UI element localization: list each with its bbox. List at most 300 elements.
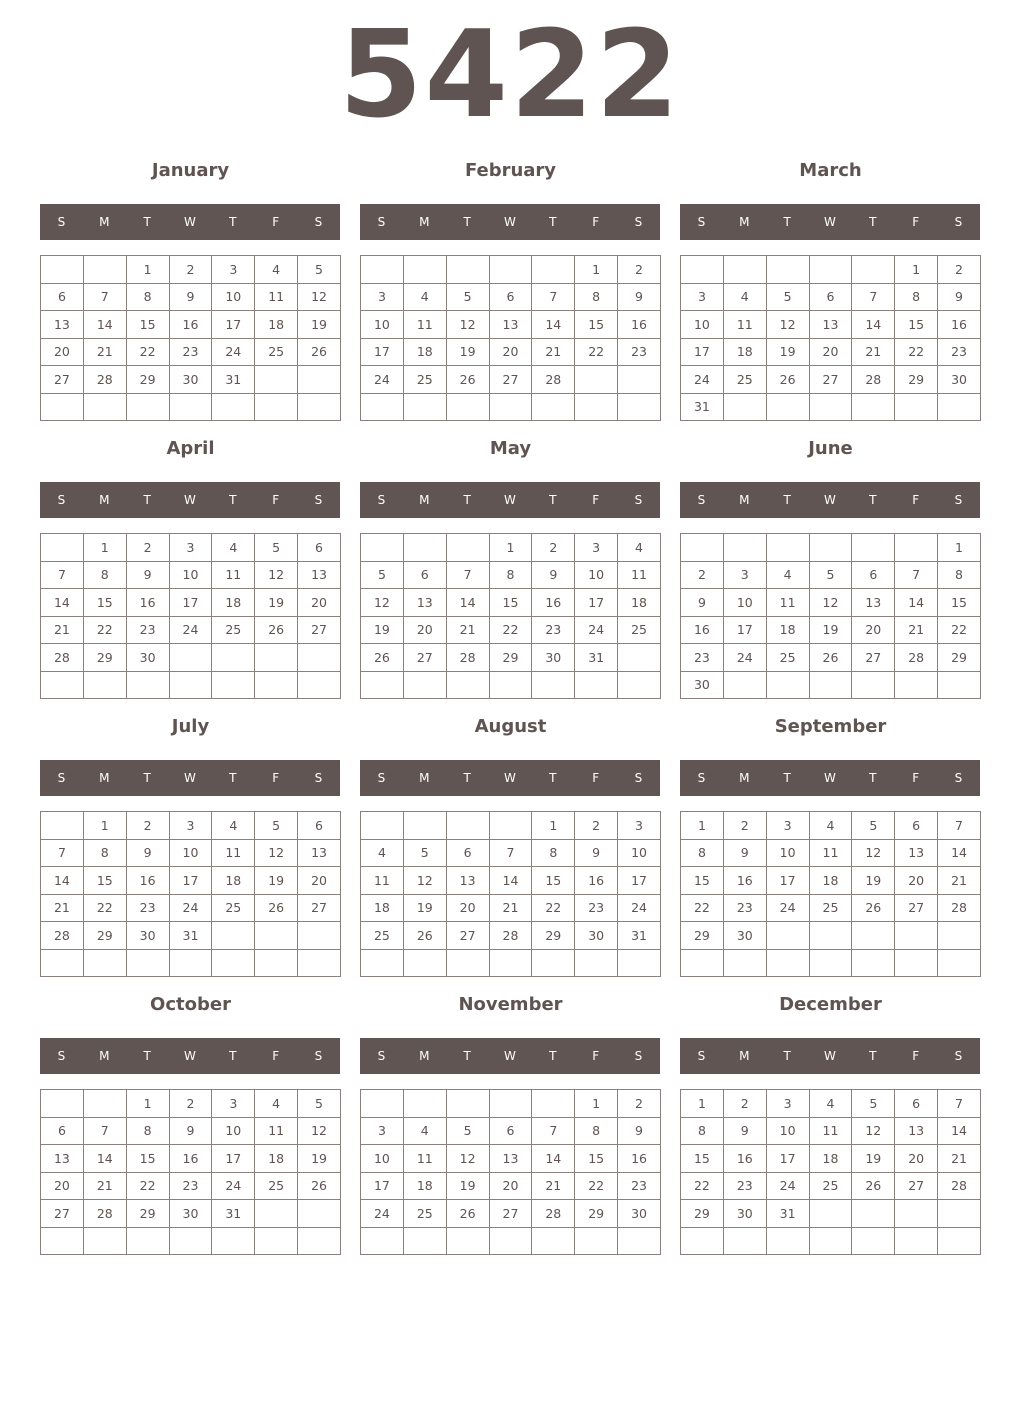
day-cell: 23 [532, 616, 575, 644]
day-cell: 1 [575, 1090, 618, 1118]
day-cell: 30 [126, 922, 169, 950]
day-cell: 18 [212, 867, 255, 895]
day-cell: 2 [169, 256, 212, 284]
day-cell: 29 [83, 644, 126, 672]
day-cell: 18 [809, 867, 852, 895]
day-cell: 14 [489, 867, 532, 895]
week-row [41, 1145, 341, 1173]
day-cell: 14 [41, 867, 84, 895]
day-cell: 16 [681, 616, 724, 644]
day-cell: 13 [895, 839, 938, 867]
day-cell: 10 [681, 311, 724, 339]
day-cell: 23 [723, 1172, 766, 1200]
empty-cell [41, 812, 84, 840]
weekday-label: T [143, 1049, 151, 1063]
day-cell: 13 [41, 1145, 84, 1173]
day-grid [680, 811, 981, 977]
empty-cell [298, 366, 341, 394]
empty-cell [895, 393, 938, 421]
empty-cell [298, 393, 341, 421]
day-cell: 24 [169, 616, 212, 644]
day-cell: 25 [255, 338, 298, 366]
week-row [681, 338, 981, 366]
day-grid [40, 811, 341, 977]
weekday-label: W [184, 1049, 196, 1063]
month-name: July [171, 716, 210, 737]
week-row [41, 1090, 341, 1118]
weekday-label: T [229, 215, 237, 229]
day-cell: 12 [852, 839, 895, 867]
day-cell: 6 [489, 1117, 532, 1145]
week-row [41, 616, 341, 644]
empty-cell [489, 1227, 532, 1255]
empty-cell [618, 949, 661, 977]
weekday-label: S [377, 493, 386, 507]
empty-cell [766, 671, 809, 699]
empty-cell [83, 671, 126, 699]
day-cell: 6 [41, 283, 84, 311]
week-row [681, 256, 981, 284]
empty-cell [766, 534, 809, 562]
week-row [361, 534, 661, 562]
day-cell: 8 [681, 839, 724, 867]
weekday-label: T [783, 493, 791, 507]
day-cell: 2 [126, 534, 169, 562]
empty-cell [41, 949, 84, 977]
week-row [361, 311, 661, 339]
day-cell: 1 [83, 812, 126, 840]
empty-cell [809, 1227, 852, 1255]
day-cell: 23 [938, 338, 981, 366]
weekday-label: S [954, 493, 963, 507]
month-name: December [779, 994, 882, 1015]
day-cell: 27 [41, 1200, 84, 1228]
weekday-header [40, 760, 340, 796]
day-cell: 16 [618, 1145, 661, 1173]
weekday-label: S [57, 771, 66, 785]
week-row [361, 671, 661, 699]
empty-cell [532, 671, 575, 699]
empty-cell [766, 393, 809, 421]
day-cell: 19 [255, 589, 298, 617]
empty-cell [723, 1227, 766, 1255]
day-cell: 24 [212, 1172, 255, 1200]
day-cell: 25 [618, 616, 661, 644]
day-cell: 21 [41, 894, 84, 922]
weekday-label: T [869, 1049, 877, 1063]
week-row [681, 366, 981, 394]
day-cell: 25 [809, 1172, 852, 1200]
empty-cell [532, 1227, 575, 1255]
day-cell: 26 [766, 366, 809, 394]
day-cell: 11 [403, 1145, 446, 1173]
day-cell: 29 [938, 644, 981, 672]
empty-cell [169, 1227, 212, 1255]
weekday-label: F [912, 215, 920, 229]
week-row [41, 338, 341, 366]
day-cell: 27 [446, 922, 489, 950]
day-cell: 4 [255, 1090, 298, 1118]
day-cell: 19 [298, 1145, 341, 1173]
empty-cell [126, 393, 169, 421]
day-cell: 13 [298, 561, 341, 589]
day-cell: 26 [852, 1172, 895, 1200]
empty-cell [298, 671, 341, 699]
day-cell: 21 [532, 1172, 575, 1200]
empty-cell [361, 671, 404, 699]
empty-cell [446, 1227, 489, 1255]
day-cell: 29 [532, 922, 575, 950]
day-cell: 21 [938, 867, 981, 895]
day-cell: 27 [489, 1200, 532, 1228]
weekday-label: F [592, 1049, 600, 1063]
empty-cell [489, 393, 532, 421]
day-cell: 7 [41, 839, 84, 867]
day-cell: 9 [169, 1117, 212, 1145]
empty-cell [41, 393, 84, 421]
weekday-label: T [463, 493, 471, 507]
day-cell: 25 [809, 894, 852, 922]
day-cell: 21 [446, 616, 489, 644]
empty-cell [489, 949, 532, 977]
weekday-label: S [314, 493, 323, 507]
empty-cell [809, 256, 852, 284]
day-cell: 12 [361, 589, 404, 617]
empty-cell [618, 671, 661, 699]
day-cell: 11 [403, 311, 446, 339]
day-cell: 11 [723, 311, 766, 339]
day-cell: 18 [255, 311, 298, 339]
weekday-label: S [377, 1049, 386, 1063]
week-row [361, 616, 661, 644]
weekday-label: T [869, 215, 877, 229]
empty-cell [489, 1090, 532, 1118]
day-cell: 24 [575, 616, 618, 644]
day-cell: 4 [361, 839, 404, 867]
empty-cell [895, 949, 938, 977]
day-cell: 26 [255, 894, 298, 922]
day-cell: 16 [126, 867, 169, 895]
month-name: August [474, 716, 547, 737]
day-cell: 13 [489, 311, 532, 339]
day-cell: 19 [446, 1172, 489, 1200]
week-row [681, 812, 981, 840]
day-cell: 8 [938, 561, 981, 589]
weekday-label: T [869, 771, 877, 785]
empty-cell [575, 1227, 618, 1255]
day-cell: 10 [618, 839, 661, 867]
day-cell: 11 [212, 561, 255, 589]
week-row [41, 812, 341, 840]
empty-cell [766, 922, 809, 950]
day-cell: 13 [489, 1145, 532, 1173]
day-cell: 9 [618, 283, 661, 311]
day-cell: 18 [766, 616, 809, 644]
weekday-header [360, 204, 660, 240]
week-row [681, 589, 981, 617]
week-row [361, 894, 661, 922]
weekday-label: W [504, 215, 516, 229]
day-cell: 8 [532, 839, 575, 867]
empty-cell [618, 393, 661, 421]
week-row [681, 1145, 981, 1173]
day-grid [360, 811, 661, 977]
day-cell: 4 [255, 256, 298, 284]
empty-cell [489, 256, 532, 284]
empty-cell [126, 1227, 169, 1255]
week-row [41, 644, 341, 672]
day-cell: 8 [83, 839, 126, 867]
day-cell: 3 [361, 283, 404, 311]
empty-cell [41, 1227, 84, 1255]
weekday-label: T [783, 771, 791, 785]
week-row [41, 393, 341, 421]
week-row [361, 949, 661, 977]
day-cell: 4 [618, 534, 661, 562]
day-cell: 20 [298, 589, 341, 617]
day-cell: 29 [126, 366, 169, 394]
day-cell: 24 [618, 894, 661, 922]
weekday-header [360, 1038, 660, 1074]
empty-cell [809, 1200, 852, 1228]
day-cell: 18 [618, 589, 661, 617]
empty-cell [446, 949, 489, 977]
day-cell: 5 [809, 561, 852, 589]
day-cell: 14 [446, 589, 489, 617]
day-grid [680, 255, 981, 421]
week-row [41, 256, 341, 284]
day-cell: 28 [532, 1200, 575, 1228]
day-cell: 2 [532, 534, 575, 562]
day-cell: 8 [126, 283, 169, 311]
day-cell: 17 [575, 589, 618, 617]
weekday-label: S [697, 771, 706, 785]
day-cell: 25 [766, 644, 809, 672]
day-cell: 26 [446, 1200, 489, 1228]
empty-cell [852, 393, 895, 421]
day-cell: 18 [403, 1172, 446, 1200]
day-cell: 2 [938, 256, 981, 284]
empty-cell [809, 949, 852, 977]
empty-cell [41, 256, 84, 284]
day-cell: 5 [255, 812, 298, 840]
week-row [41, 949, 341, 977]
weekday-label: F [272, 1049, 280, 1063]
empty-cell [298, 1227, 341, 1255]
weekday-label: F [912, 1049, 920, 1063]
empty-cell [575, 366, 618, 394]
day-cell: 26 [446, 366, 489, 394]
weekday-header [40, 1038, 340, 1074]
weekday-label: W [184, 771, 196, 785]
day-cell: 15 [83, 589, 126, 617]
day-cell: 29 [681, 922, 724, 950]
day-cell: 12 [446, 311, 489, 339]
day-cell: 1 [126, 1090, 169, 1118]
empty-cell [255, 922, 298, 950]
day-cell: 9 [532, 561, 575, 589]
day-cell: 16 [723, 867, 766, 895]
day-cell: 15 [532, 867, 575, 895]
empty-cell [169, 393, 212, 421]
day-cell: 14 [41, 589, 84, 617]
week-row [681, 1200, 981, 1228]
week-row [681, 839, 981, 867]
year-title: 5422 [339, 6, 681, 145]
day-cell: 10 [723, 589, 766, 617]
weekday-label: S [634, 493, 643, 507]
day-cell: 20 [895, 867, 938, 895]
day-cell: 23 [126, 894, 169, 922]
weekday-label: T [143, 771, 151, 785]
day-cell: 28 [532, 366, 575, 394]
day-cell: 10 [361, 1145, 404, 1173]
day-cell: 11 [809, 1117, 852, 1145]
day-cell: 3 [723, 561, 766, 589]
empty-cell [403, 393, 446, 421]
day-cell: 2 [723, 812, 766, 840]
weekday-label: W [824, 215, 836, 229]
day-cell: 17 [766, 1145, 809, 1173]
day-cell: 21 [41, 616, 84, 644]
day-cell: 22 [681, 1172, 724, 1200]
empty-cell [446, 671, 489, 699]
week-row [361, 812, 661, 840]
day-cell: 19 [361, 616, 404, 644]
day-cell: 14 [852, 311, 895, 339]
day-cell: 22 [489, 616, 532, 644]
day-cell: 25 [212, 616, 255, 644]
empty-cell [766, 1227, 809, 1255]
weekday-label: S [697, 215, 706, 229]
weekday-label: W [504, 493, 516, 507]
weekday-label: T [549, 493, 557, 507]
day-cell: 28 [938, 1172, 981, 1200]
day-cell: 5 [298, 256, 341, 284]
empty-cell [723, 671, 766, 699]
day-cell: 15 [575, 1145, 618, 1173]
day-cell: 5 [298, 1090, 341, 1118]
weekday-header [360, 760, 660, 796]
day-cell: 25 [403, 1200, 446, 1228]
weekday-label: M [419, 1049, 430, 1063]
day-cell: 11 [766, 589, 809, 617]
day-cell: 15 [895, 311, 938, 339]
day-cell: 23 [723, 894, 766, 922]
day-cell: 5 [361, 561, 404, 589]
day-cell: 4 [766, 561, 809, 589]
empty-cell [895, 534, 938, 562]
day-cell: 26 [298, 338, 341, 366]
empty-cell [361, 1090, 404, 1118]
day-cell: 3 [575, 534, 618, 562]
empty-cell [681, 1227, 724, 1255]
day-cell: 22 [126, 1172, 169, 1200]
week-row [681, 393, 981, 421]
day-cell: 18 [809, 1145, 852, 1173]
day-cell: 13 [41, 311, 84, 339]
empty-cell [938, 671, 981, 699]
week-row [361, 1200, 661, 1228]
day-cell: 31 [169, 922, 212, 950]
empty-cell [212, 922, 255, 950]
month-name: March [799, 160, 862, 181]
day-cell: 27 [895, 1172, 938, 1200]
day-cell: 24 [361, 366, 404, 394]
day-cell: 15 [83, 867, 126, 895]
empty-cell [255, 671, 298, 699]
day-cell: 31 [681, 393, 724, 421]
day-cell: 24 [681, 366, 724, 394]
empty-cell [852, 1227, 895, 1255]
day-cell: 23 [169, 1172, 212, 1200]
week-row [41, 561, 341, 589]
day-cell: 15 [575, 311, 618, 339]
day-cell: 1 [681, 1090, 724, 1118]
day-cell: 10 [766, 1117, 809, 1145]
day-cell: 24 [361, 1200, 404, 1228]
day-cell: 17 [361, 338, 404, 366]
day-cell: 19 [255, 867, 298, 895]
day-cell: 15 [126, 1145, 169, 1173]
day-cell: 4 [723, 283, 766, 311]
week-row [41, 589, 341, 617]
day-cell: 12 [298, 283, 341, 311]
empty-cell [361, 1227, 404, 1255]
empty-cell [83, 1227, 126, 1255]
empty-cell [532, 256, 575, 284]
day-cell: 27 [809, 366, 852, 394]
day-cell: 28 [938, 894, 981, 922]
month-name: September [774, 716, 887, 737]
weekday-label: T [229, 493, 237, 507]
weekday-label: S [954, 1049, 963, 1063]
day-cell: 22 [895, 338, 938, 366]
day-cell: 14 [83, 1145, 126, 1173]
day-cell: 11 [361, 867, 404, 895]
empty-cell [938, 1200, 981, 1228]
day-cell: 6 [41, 1117, 84, 1145]
empty-cell [83, 1090, 126, 1118]
day-cell: 12 [403, 867, 446, 895]
day-cell: 20 [852, 616, 895, 644]
empty-cell [255, 366, 298, 394]
weekday-header [680, 204, 980, 240]
day-cell: 9 [126, 561, 169, 589]
day-cell: 29 [681, 1200, 724, 1228]
day-cell: 1 [126, 256, 169, 284]
empty-cell [723, 256, 766, 284]
day-cell: 11 [809, 839, 852, 867]
day-cell: 8 [126, 1117, 169, 1145]
day-cell: 30 [169, 366, 212, 394]
day-cell: 18 [255, 1145, 298, 1173]
day-cell: 2 [618, 256, 661, 284]
day-cell: 30 [126, 644, 169, 672]
day-cell: 6 [852, 561, 895, 589]
week-row [361, 283, 661, 311]
week-row [361, 1117, 661, 1145]
empty-cell [255, 1200, 298, 1228]
day-cell: 9 [126, 839, 169, 867]
day-cell: 6 [489, 283, 532, 311]
weekday-label: M [739, 771, 750, 785]
day-cell: 28 [895, 644, 938, 672]
day-cell: 10 [766, 839, 809, 867]
day-cell: 6 [895, 1090, 938, 1118]
empty-cell [766, 256, 809, 284]
empty-cell [618, 366, 661, 394]
